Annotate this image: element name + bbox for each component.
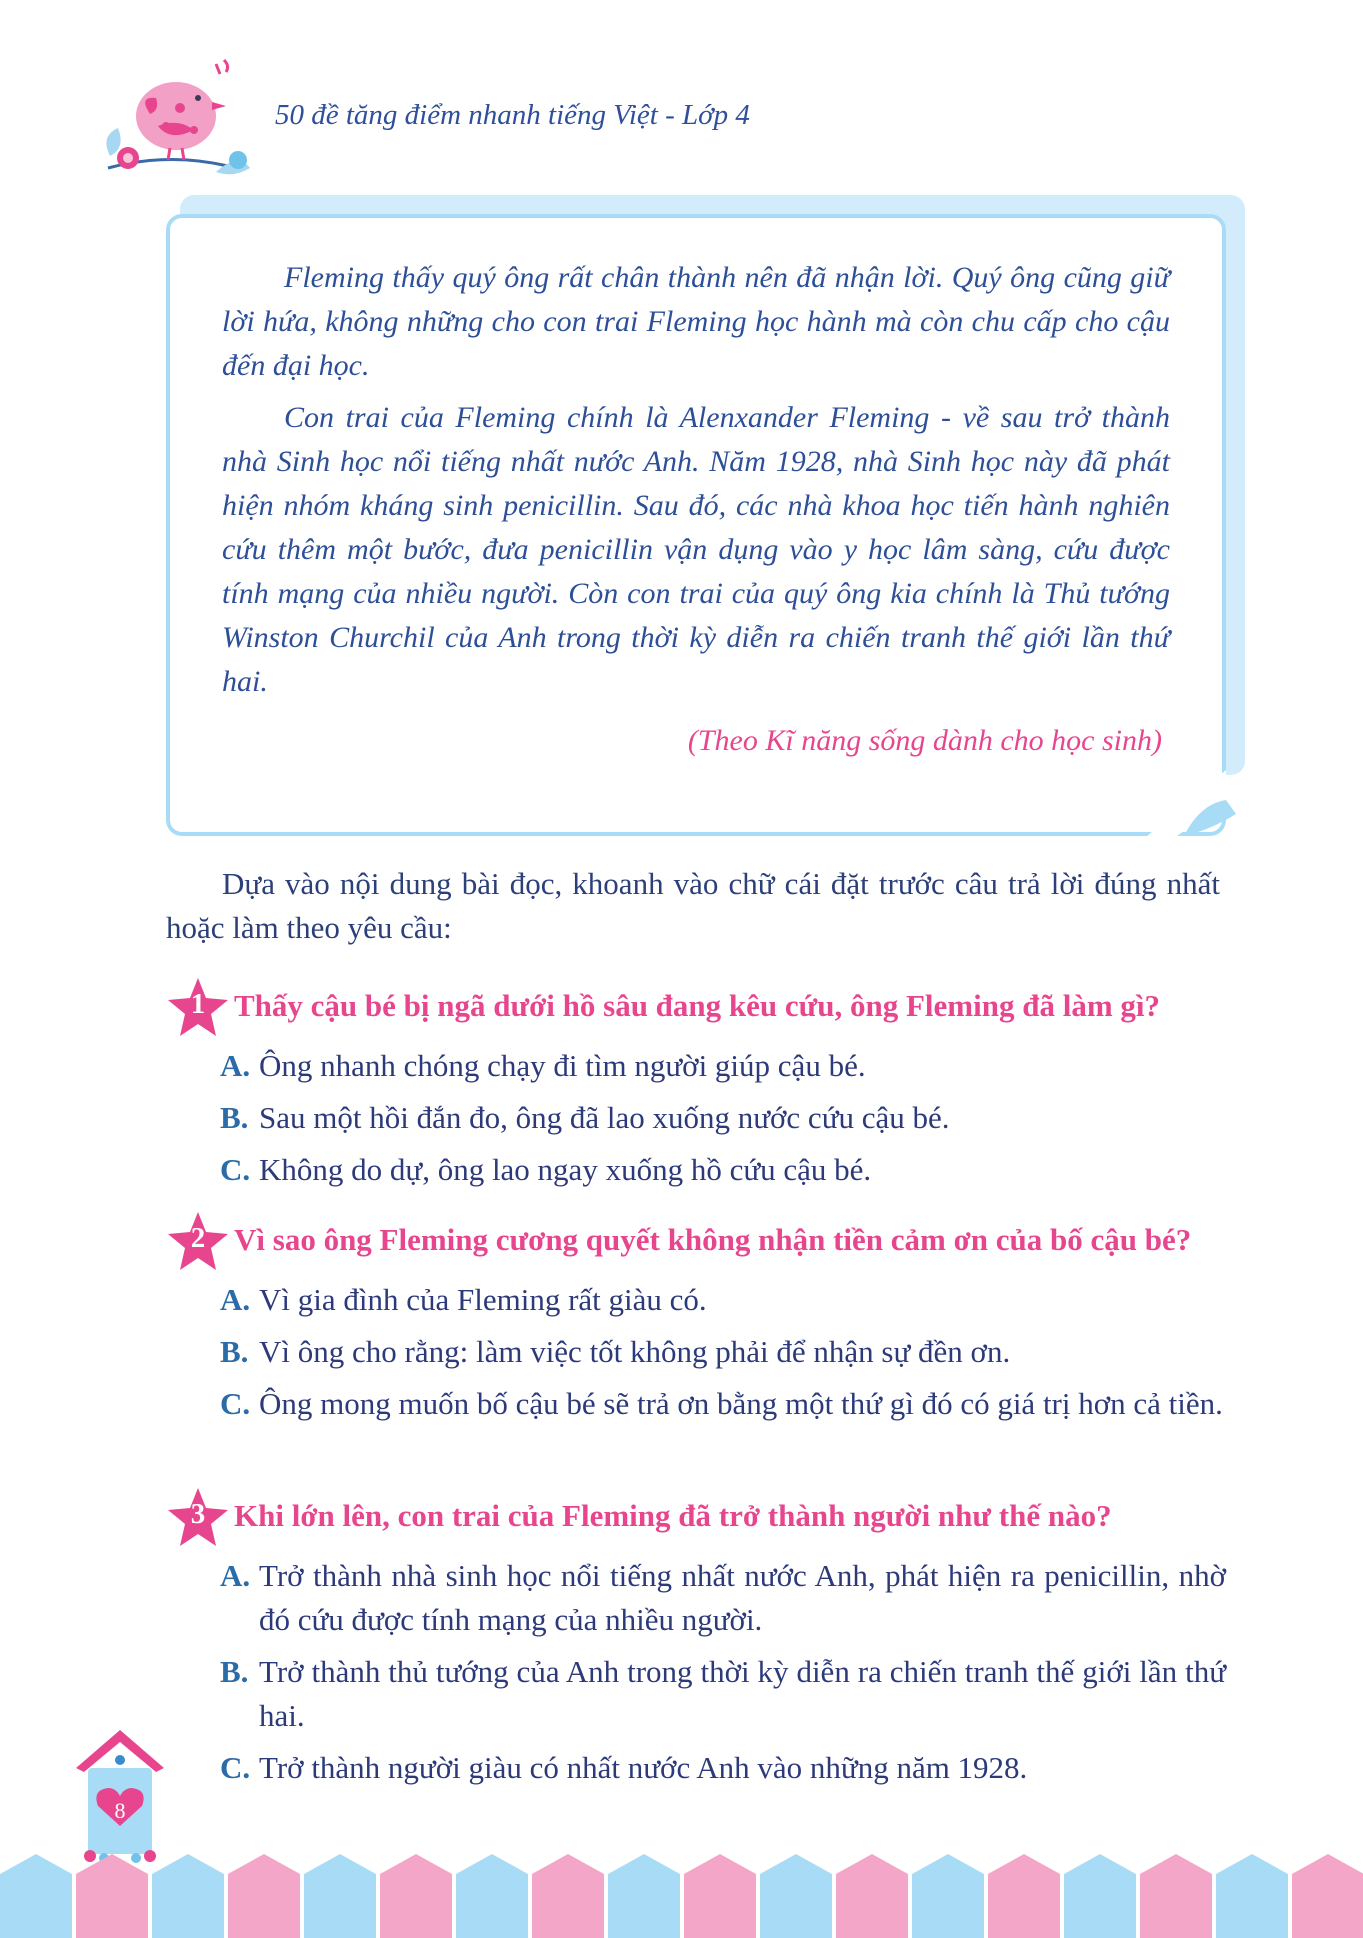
option-letter: C. — [220, 1152, 251, 1187]
fence-picket — [836, 1854, 908, 1938]
picket-fence — [0, 1854, 1363, 1938]
fence-picket — [0, 1854, 72, 1938]
fence-picket — [380, 1854, 452, 1938]
fence-picket — [988, 1854, 1060, 1938]
option-letter: A. — [220, 1048, 251, 1083]
page-number: 8 — [114, 1798, 126, 1823]
passage-paragraph: Fleming thấy quý ông rất chân thành nên đã nhận lời. Quý ông cũng giữ lời hứa, không những cho con trai Fleming học hành mà còn chu cấp cho cậu đến đại học. — [222, 261, 1170, 382]
option-text: Vì ông cho rằng: làm việc tốt không phải để nhận sự đền ơn. — [259, 1334, 1011, 1369]
option-letter: B. — [220, 1100, 249, 1135]
fence-picket — [456, 1854, 528, 1938]
option-text: Trở thành nhà sinh học nổi tiếng nhất nước Anh, phát hiện ra penicillin, nhờ đó cứu được tính mạng của nhiều người. — [259, 1558, 1226, 1637]
option-letter: C. — [220, 1386, 251, 1421]
answer-option[interactable] — [166, 1330, 1226, 1374]
option-letter: A. — [220, 1558, 251, 1593]
question-number: 3 — [190, 1498, 206, 1530]
question-1 — [166, 976, 1226, 1192]
question-header — [166, 976, 1226, 1036]
page-curl-icon — [1140, 770, 1240, 842]
passage-paragraph: Con trai của Fleming chính là Alenxander Fleming - về sau trở thành nhà Sinh học nổi tiếng nhất nước Anh. Năm 1928, nhà Sinh học này đã phát hiện nhóm kháng sinh penicillin. Sau đó, các nhà khoa học tiến hành nghiên cứu thêm một bước, đưa penicillin vận dụng vào y học lâm sàng, cứu được tính mạng của nhiều người. Còn con trai của quý ông kia chính là Thủ tướng Winston Churchil của Anh trong thời kỳ diễn ra chiến tranh thế giới lần thứ hai. — [222, 401, 1170, 698]
question-header — [166, 1210, 1226, 1270]
fence-picket — [228, 1854, 300, 1938]
answer-option[interactable] — [166, 1044, 1226, 1088]
option-letter: C. — [220, 1750, 251, 1785]
question-3 — [166, 1486, 1226, 1790]
option-text: Không do dự, ông lao ngay xuống hồ cứu cậu bé. — [259, 1152, 872, 1187]
fence-picket — [152, 1854, 224, 1938]
question-text: Vì sao ông Fleming cương quyết không nhận tiền cảm ơn của bố cậu bé? — [234, 1222, 1192, 1257]
fence-picket — [912, 1854, 984, 1938]
fence-picket — [1216, 1854, 1288, 1938]
answer-option[interactable] — [166, 1382, 1226, 1426]
question-header — [166, 1486, 1226, 1546]
reading-passage-box — [166, 214, 1226, 836]
answer-option[interactable] — [166, 1096, 1226, 1140]
fence-picket — [684, 1854, 756, 1938]
option-text: Vì gia đình của Fleming rất giàu có. — [259, 1282, 707, 1317]
fence-picket — [1064, 1854, 1136, 1938]
option-text: Sau một hồi đắn đo, ông đã lao xuống nước cứu cậu bé. — [259, 1100, 950, 1135]
question-text: Thấy cậu bé bị ngã dưới hồ sâu đang kêu cứu, ông Fleming đã làm gì? — [234, 988, 1161, 1023]
fence-picket — [608, 1854, 680, 1938]
passage-source: (Theo Kĩ năng sống dành cho học sinh) — [687, 724, 1162, 757]
question-text: Khi lớn lên, con trai của Fleming đã trở thành người như thế nào? — [234, 1498, 1112, 1533]
fence-picket — [1140, 1854, 1212, 1938]
option-text: Trở thành người giàu có nhất nước Anh vào những năm 1928. — [259, 1750, 1028, 1785]
option-text: Trở thành thủ tướng của Anh trong thời kỳ diễn ra chiến tranh thế giới lần thứ hai. — [259, 1654, 1226, 1733]
option-letter: B. — [220, 1654, 249, 1689]
answer-option[interactable] — [166, 1554, 1226, 1642]
book-title: 50 đề tăng điểm nhanh tiếng Việt - Lớp 4 — [275, 99, 750, 131]
fence-picket — [76, 1854, 148, 1938]
question-number: 1 — [190, 988, 206, 1020]
answer-option[interactable] — [166, 1148, 1226, 1192]
option-text: Ông nhanh chóng chạy đi tìm người giúp cậu bé. — [259, 1048, 866, 1083]
answer-option[interactable] — [166, 1746, 1226, 1790]
bird-icon — [98, 56, 278, 186]
fence-picket — [1292, 1854, 1363, 1938]
reading-passage — [222, 256, 1170, 712]
option-letter: B. — [220, 1334, 249, 1369]
fence-picket — [532, 1854, 604, 1938]
option-letter: A. — [220, 1282, 251, 1317]
fence-picket — [760, 1854, 832, 1938]
answer-option[interactable] — [166, 1650, 1226, 1738]
answer-option[interactable] — [166, 1278, 1226, 1322]
instruction-text: Dựa vào nội dung bài đọc, khoanh vào chữ cái đặt trước câu trả lời đúng nhất hoặc làm theo yêu cầu: — [166, 866, 1220, 945]
fence-picket — [304, 1854, 376, 1938]
option-text: Ông mong muốn bố cậu bé sẽ trả ơn bằng một thứ gì đó có giá trị hơn cả tiền. — [259, 1386, 1223, 1421]
question-number: 2 — [190, 1222, 206, 1254]
question-2 — [166, 1210, 1226, 1426]
birdhouse-icon — [70, 1726, 170, 1866]
